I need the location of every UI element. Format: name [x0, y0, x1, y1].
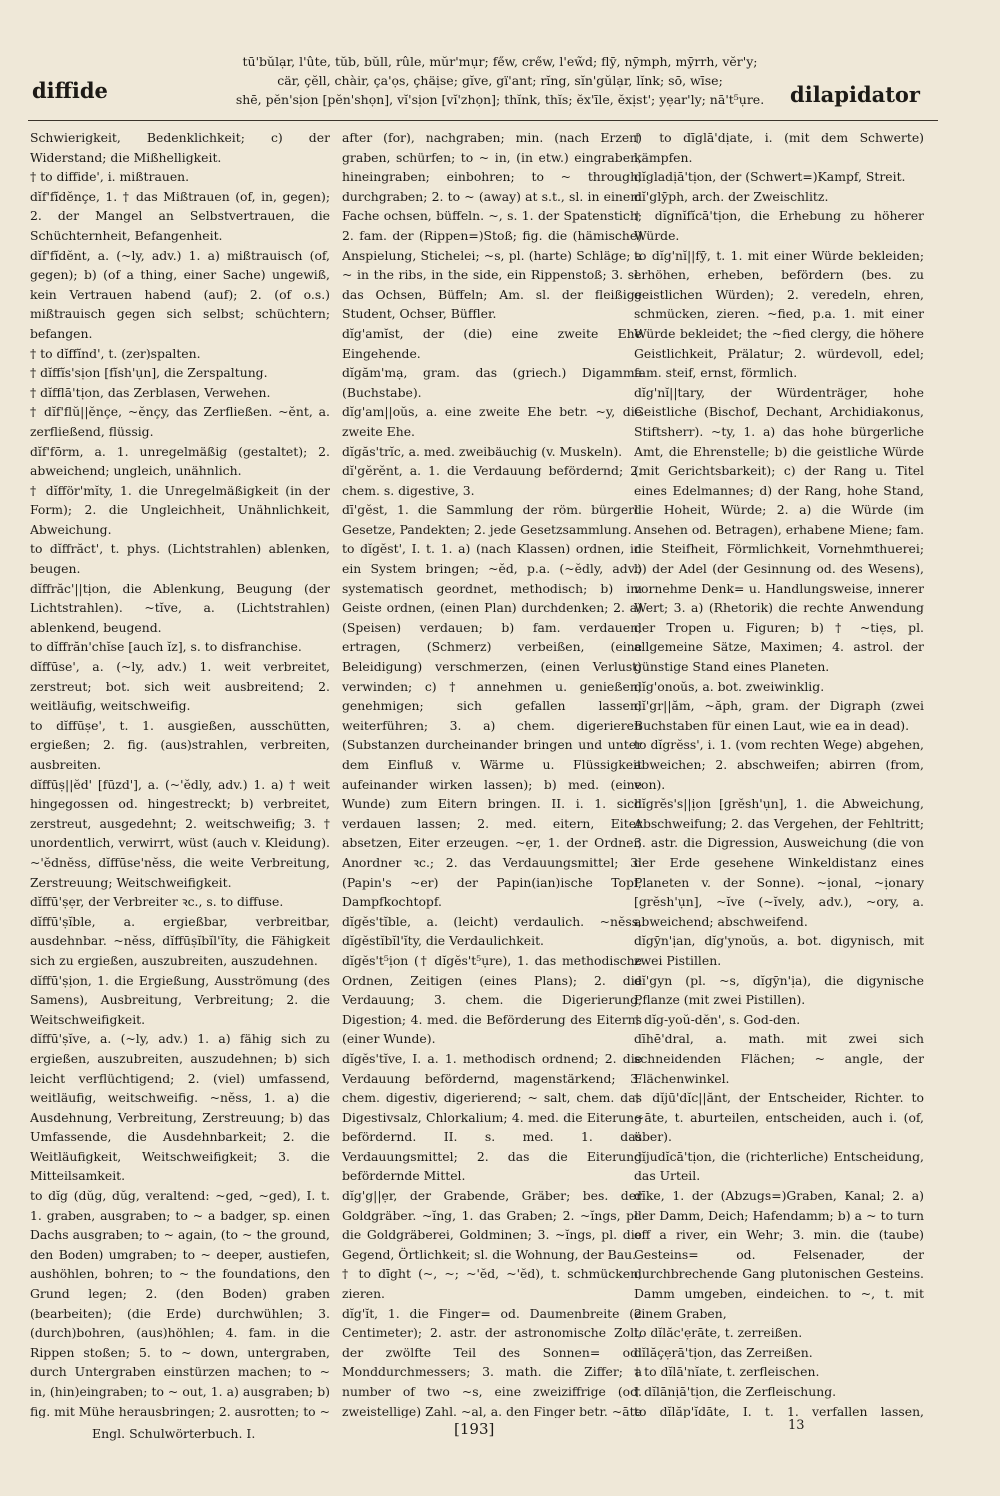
dictionary-entry: dĭffrăc'||tịon, die Ablenkung, Beugung (der Lichtstrahlen). ~tĭve, a. (Lichtstrahlen) ablenkend, beugend. — [30, 580, 330, 635]
dictionary-entry: dĭgladịā'tịon, der (Schwert=)Kampf, Streit. — [634, 169, 906, 185]
dictionary-entry: † to dīglā'dịate, i. (mit dem Schwerte) kämpfen. — [634, 130, 924, 165]
dictionary-entry: dĭgĕs'tĭble, a. (leicht) verdaulich. ~nĕss, dĭgĕstĭbĭl'ĭty, die Verdaulichkeit. — [342, 913, 642, 949]
dictionary-entry: † dĭlānịā'tịon, die Zerfleischung. — [634, 1384, 837, 1399]
right-running-headword: dilapidator — [790, 82, 920, 107]
dictionary-entry: dĭ'gyn (pl. ~s, dĭgȳn'ịa), die digynische Pflanze (mit zwei Pistillen). — [634, 972, 924, 1008]
dictionary-entry: † dĭgnĭfĭcā'tịon, die Erhebung zu höherer Würde. — [634, 208, 924, 243]
column-middle — [342, 128, 642, 1418]
column-left — [30, 128, 330, 1418]
dictionary-entry: † to diffide', i. mißtrauen. — [30, 169, 190, 185]
dictionary-entry: dĭlăçẹrā'tịon, das Zerreißen. — [634, 1344, 813, 1360]
dictionary-entry: to dĭlăc'ẹrāte, t. zerreißen. — [634, 1325, 803, 1341]
dictionary-entry: dĭffū'ṣẹr, der Verbreiter ꝛc., s. to diffuse. — [30, 894, 284, 910]
dictionary-entry: dĭgăm'mạ, gram. das (griech.) Digamma (Buchstabe). — [342, 365, 642, 400]
dictionary-entry: † to dīght (~, ~; ~'ĕd, ~'ĕd), t. schmücken, zieren. — [342, 1266, 642, 1302]
dictionary-entry: dĭgăs'trĭc, a. med. zweibäuchig (v. Muskeln). — [342, 443, 623, 459]
dictionary-entry: dĭ'gĕrĕnt, a. 1. die Verdauung befördernd; 2. chem. s. digestive, 3. — [342, 463, 642, 498]
dictionary-entry: after (for), nachgraben; min. (nach Erzen) graben, schürfen; to ~ in, (in etw.) eingraben, hineingraben; einbohren; to ~ through, durchgraben; 2. to ~ (away) at s.t., sl. in einem Fache ochsen, büffeln. ~, s. 1. der Spatenstich; 2. fam. der (Rippen=)Stoß; fig. die (hämische) Anspielung, Stichelei; ~s, pl. (harte) Schläge; a ~ in the ribs, in the side, ein Rippenstoß; 3. sl. das Ochsen, Büffeln; Am. sl. der fleißige Student, Ochser, Büffler. — [342, 130, 642, 322]
dictionary-entry: to dĭffrăn'chĭse [auch ĭz], s. to disfranchise. — [30, 639, 302, 655]
dictionary-entry: to dĭg'nĭ||fȳ, t. 1. mit einer Würde bekleiden; erhöhen, erheben, befördern (bes. zu geistlichen Würden); 2. veredeln, ehren, schmücken, zieren. ~fied, p.a. 1. mit einer Würde bekleidet; the ~fied clergy, die höhere Geistlichkeit, Prälatur; 2. würdevoll, edel; fam. steif, ernst, förmlich. — [634, 247, 924, 381]
dictionary-entry: dĭg'ĭt, 1. die Finger= od. Daumenbreite (2 Centimeter); 2. astr. der astronomische Zoll, der zwölfte Teil des Sonnen= od. Monddurchmessers; 3. math. die Ziffer; a number of two ~s, eine zweiziffrige (od. zweistellige) Zahl. ~al, a. den Finger betr. ~āte — [342, 1305, 642, 1418]
dictionary-entry: to dĭffūṣe', t. 1. ausgießen, ausschütten, ergießen; 2. fig. (aus)strahlen, verbreiten, ausbreiten. — [30, 717, 330, 772]
left-running-headword: diffide — [32, 78, 108, 103]
dictionary-entry: to dĭgĕst', I. t. 1. a) (nach Klassen) ordnen, in ein System bringen; ~ĕd, p.a. (~ĕdly, adv.) systematisch geordnet, methodisch; b) im Geiste ordnen, (einen Plan) durchdenken; 2. a) (Speisen) verdauen; b) fam. verdauen, ertragen, (Schmerz) verbeißen, (eine Beleidigung) verschmerzen, (einen Verlust) verwinden; c) † annehmen u. genießen; genehmigen; sich gefallen lassen; weiterführen; 3. a) chem. digerieren (Substanzen durcheinander bringen und unter dem Einfluß v. Wärme u. Flüssigkeit aufeinander wirken lassen); b) med. (eine Wunde) zum Eitern bringen. II. i. 1. sich verdauen lassen; 2. med. eitern, Eiter absetzen, Eiter erzeugen. ~ẹr, 1. der Ordner, Anordner ꝛc.; 2. das Verdauungsmittel; 3. (Papin's ~er) der Papin(ian)ische Topf, Dampfkochtopf. — [342, 541, 642, 910]
dictionary-entry: dĭffūse', a. (~ly, adv.) 1. weit verbreitet, zerstreut; bot. sich weit ausbreitend; 2. weitläufig, weitschweifig. — [30, 659, 330, 714]
dictionary-entry: † dĭfflā'tịon, das Zerblasen, Verwehen. — [30, 384, 271, 400]
dictionary-entry: dĭffū'ṣịon, 1. die Ergießung, Ausströmung (des Samens), Ausbreitung, Verbreitung; 2. die Weitschweifigkeit. — [30, 972, 330, 1027]
dictionary-entry: to dĭgrĕss', i. 1. (vom rechten Wege) abgehen, abweichen; 2. abschweifen; abirren (from, von). — [634, 737, 924, 792]
dictionary-entry: dĭ'gr||ăm, ~ăph, gram. der Digraph (zwei Buchstaben für einen Laut, wie ea in dead). — [634, 698, 924, 733]
dictionary-entry: † to dĭffĭnd', t. (zer)spalten. — [30, 345, 201, 361]
dictionary-entry: † dĭfför'mĭty, 1. die Unregelmäßigkeit (in der Form); 2. die Ungleichheit, Unähnlichkeit, Abweichung. — [30, 482, 330, 537]
dictionary-entry: † dĭg-yoŭ-dĕn', s. God-den. — [634, 1011, 801, 1027]
dictionary-entry: † to dĭlā'nĭate, t. zerfleischen. — [634, 1364, 820, 1380]
pronunciation-key-line-2: cär, çĕll, chàir, ça'ọs, çhäịse; gĭve, gï'ant; rĭng, sĭn'gŭlạr, lĭnk; sō, wīse; — [277, 73, 723, 88]
dictionary-entry: dĭffū'ṣĭve, a. (~ly, adv.) 1. a) fähig sich zu ergießen, auszubreiten, auszudehnen; b) sich leicht verflüchtigend; 2. (viel) umfassend, weitläufig, weitschweifig. ~nĕss, 1. a) die Ausdehnung, Verbreitung, Zerstreuung; b) das Umfassende, die Ausdehnbarkeit; 2. die Weitläufigkeit, Weitschweifigkeit; 3. die Mitteilsamkeit. — [30, 1031, 330, 1184]
pronunciation-key-line-3: shē, pĕn'sịon [pĕn'shọn], vĭ'sịon [vĭ'zhọn]; thĭnk, thĭs; ĕx'īle, ĕxịst'; yẹar'ly; nā't⁵ụre. — [235, 92, 765, 107]
dictionary-entry: dĭjudĭcā'tịon, die (richterliche) Entscheidung, das Urteil. — [634, 1148, 924, 1184]
dictionary-entry: dĭg'g||ẹr, der Grabende, Gräber; bes. der Goldgräber. ~ĭng, 1. das Graben; 2. ~ĭngs, pl. die Goldgräberei, Goldminen; 3. ~ĭngs, pl. die Gegend, Örtlichkeit; sl. die Wohnung, der Bau. — [342, 1188, 642, 1262]
dictionary-entry: † dĭffĭs'sịon [fĭsh'ụn], die Zerspaltung. — [30, 365, 268, 381]
dictionary-entry: dĭgĕs't⁵ịon († dĭgĕs't⁵ụre), 1. das methodische Ordnen, Zeitigen (eines Plans); 2. die Verdauung; 3. chem. die Digerierung, Digestion; 4. med. die Beförderung des Eiterns (einer Wunde). — [342, 952, 642, 1047]
dictionary-entry: dĭgȳn'ịan, dĭg'ynoŭs, a. bot. digynisch, mit zwei Pistillen. — [634, 933, 924, 968]
dictionary-entry: dīke, 1. der (Abzugs=)Graben, Kanal; 2. a) der Damm, Deich; Hafendamm; b) a ~ to turn off a river, ein Wehr; 3. min. die (taube) Gesteins= od. Felsenader, der durchbrechende Gang plutonischen Gesteins. Damm umgeben, eindeichen. to ~, t. mit einem Graben, — [634, 1188, 924, 1321]
dictionary-entry: dĭg'am||oŭs, a. eine zweite Ehe betr. ~y, die zweite Ehe. — [342, 404, 642, 439]
dictionary-entry: dĭgrĕs's||ịon [grĕsh'ụn], 1. die Abweichung, Abschweifung; 2. das Vergehen, der Fehltritt; 3. astr. die Digression, Ausweichung (die von der Erde gesehene Winkeldistanz eines Planeten v. der Sonne). ~ịonal, ~ịonary [grĕsh'ụn], ~ĭve (~ĭvely, adv.), ~ory, a. abweichend; abschweifend. — [634, 796, 924, 929]
dictionary-entry: to dĭffrăct', t. phys. (Lichtstrahlen) ablenken, beugen. — [30, 541, 330, 577]
page-header — [0, 52, 1000, 122]
dictionary-entry: dĭgĕs'tĭve, I. a. 1. methodisch ordnend; 2. die Verdauung befördernd, magenstärkend; 3. chem. digestiv, digerierend; ~ salt, chem. das Digestivsalz, Chlorkalium; 4. med. die Eiterung befördernd. II. s. med. 1. das Verdauungsmittel; 2. das die Eiterung befördernde Mittel. — [342, 1050, 642, 1184]
dictionary-entry: dĭffū'ṣĭble, a. ergießbar, verbreitbar, ausdehnbar. ~nĕss, dĭffūṣĭbĭl'ĭty, die Fähigkeit sich zu ergießen, auszubreiten, auszudehnen. — [30, 913, 330, 968]
dictionary-entry: dĭg'nĭ||tary, der Würdenträger, hohe Geistliche (Bischof, Dechant, Archidiakonus, Stiftsherr). ~ty, 1. a) das hohe bürgerliche Amt, die Ehrenstelle; b) die geistliche Würde (mit Gerichtsbarkeit); c) der Rang u. Titel eines Edelmannes; d) der Rang, hohe Stand, die Hoheit, Würde; 2. a) die Würde (im Ansehen od. Betragen), erhabene Miene; fam. die Steifheit, Förmlichkeit, Vornehmthuerei; b) der Adel (der Gesinnung od. des Wesens), vornehme Denk= u. Handlungsweise, innerer Wert; 3. a) (Rhetorik) die rechte Anwendung der Tropen u. Figuren; b) † ~tiẹs, pl. allgemeine Sätze, Maximen; 4. astrol. der günstige Stand eines Planeten. — [634, 384, 924, 675]
dictionary-entry: dĭg'onoŭs, a. bot. zweiwinklig. — [634, 678, 825, 694]
dictionary-entry: dīhē'dral, a. math. mit zwei sich schneidenden Flächen; ~ angle, der Flächenwinkel. — [634, 1031, 924, 1086]
dictionary-entry: dī'gĕst, 1. die Sammlung der röm. bürgerl. Gesetze, Pandekten; 2. jede Gesetzsammlung. — [342, 502, 642, 537]
pronunciation-key-line-1: tū'bŭlạr, l'ûte, tŭb, bŭll, rûle, mŭr'mụr; fe̋w, cre̋w, l'ew̃d; flȳ, nȳmph, mȳrrh, vĕr'y; — [242, 54, 758, 69]
footer-book-title: Engl. Schulwörterbuch. I. — [92, 1426, 256, 1441]
dictionary-entry: dĭf'fĭdĕnt, a. (~ly, adv.) 1. a) mißtrauisch (of, gegen); b) (of a thing, einer Sache) ungewiß, kein Vertrauen habend (auf); 2. (of o.s.) mißtrauisch gegen sich selbst; schüchtern; befangen. — [30, 247, 330, 341]
dictionary-entry: dĭ'glȳph, arch. der Zweischlitz. — [634, 188, 829, 204]
column-right — [634, 128, 924, 1418]
dictionary-entry: to dĭg (dŭg, dŭg, veraltend: ~ged, ~ged), I. t. 1. graben, ausgraben; to ~ a badger, sp. einen Dachs ausgraben; to ~ again, (to ~ the ground, den Boden) umgraben; to ~ deeper, austiefen, aushöhlen, bohren; to ~ the foundations, den Grund legen; 2. (den Boden) graben (bearbeiten); (die Erde) durchwühlen; 3. (durch)bohren, (aus)höhlen; 4. fam. in die Rippen stoßen; 5. to ~ down, untergraben, durch Untergraben einstürzen machen; to ~ in, (hin)eingraben; to ~ out, 1. a) ausgraben; b) fig. mit Mühe herausbringen; 2. ausrotten; to ~ — [30, 1188, 330, 1418]
signature-mark: 13 — [788, 1418, 805, 1433]
dictionary-entry: dĭg'amĭst, der (die) eine zweite Ehe Eingehende. — [342, 325, 642, 361]
page-number: [193] — [454, 1420, 495, 1438]
header-rule — [28, 120, 938, 121]
dictionary-entry: dĭf'fĭdĕnçe, 1. † das Mißtrauen (of, in, gegen); 2. der Mangel an Selbstvertrauen, die Schüchternheit, Befangenheit. — [30, 188, 330, 243]
dictionary-entry: † dĭf'flŭ||ĕnçe, ~ĕnçy, das Zerfließen. ~ĕnt, a. zerfließend, flüssig. — [30, 404, 330, 439]
dictionary-entry: to dĭlăp'ĭdāte, I. t. 1. verfallen lassen, — [634, 1403, 924, 1418]
dictionary-entry: † dĭjū'dĭc||ănt, der Entscheider, Richter. to ~āte, t. aburteilen, entscheiden, auch i. (of, über). — [634, 1090, 924, 1145]
dictionary-entry: Schwierigkeit, Bedenklichkeit; c) der Widerstand; die Mißhelligkeit. — [30, 130, 330, 165]
dictionary-entry: dĭffūṣ||ĕd' [fūzd'], a. (~'ĕdly, adv.) 1. a) † weit hingegossen od. hingestreckt; b) verbreitet, zerstreut, ausgedehnt; 2. weitschweifig; 3. † unordentlich, verwirrt, wüst (auch v. Kleidung). ~'ĕdnĕss, dĭffūse'nĕss, die weite Verbreitung, Zerstreuung; Weitschweifigkeit. — [30, 776, 330, 890]
dictionary-entry: dĭf'fōrm, a. 1. unregelmäßig (gestaltet); 2. abweichend; ungleich, unähnlich. — [30, 443, 330, 479]
